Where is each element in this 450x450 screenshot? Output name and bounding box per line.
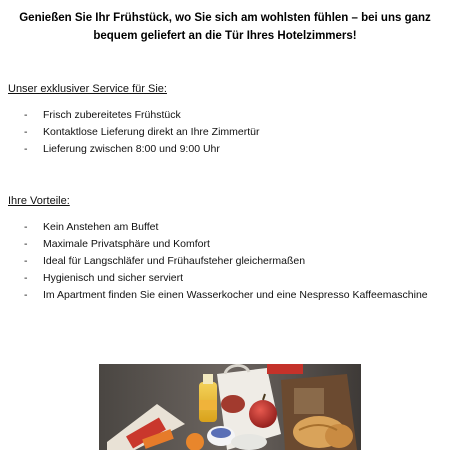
list-item: - Kontaktlose Lieferung direkt an Ihre Zimmertür	[24, 126, 260, 138]
advantages-section-title: Ihre Vorteile:	[8, 195, 70, 207]
list-item: - Ideal für Langschläfer und Frühaufsteher gleichermaßen	[24, 255, 306, 267]
list-item: - Hygienisch und sicher serviert	[24, 272, 184, 284]
list-item: - Kein Anstehen am Buffet	[24, 221, 159, 233]
breakfast-photo	[99, 364, 361, 450]
breakfast-illustration	[99, 364, 361, 450]
service-section-title: Unser exklusiver Service für Sie:	[8, 83, 167, 95]
list-item: - Im Apartment finden Sie einen Wasserkocher und eine Nespresso Kaffeemaschine	[24, 289, 428, 301]
list-item: - Frisch zubereitetes Frühstück	[24, 109, 181, 121]
headline: Genießen Sie Ihr Frühstück, wo Sie sich am wohlsten fühlen – bei uns ganz bequem geliefert an die Tür Ihres Hotelzimmers!	[19, 12, 431, 42]
service-list	[0, 107, 260, 158]
list-item: - Maximale Privatsphäre und Komfort	[24, 238, 210, 250]
advantages-list	[0, 219, 428, 304]
list-item: - Lieferung zwischen 8:00 und 9:00 Uhr	[24, 143, 220, 155]
